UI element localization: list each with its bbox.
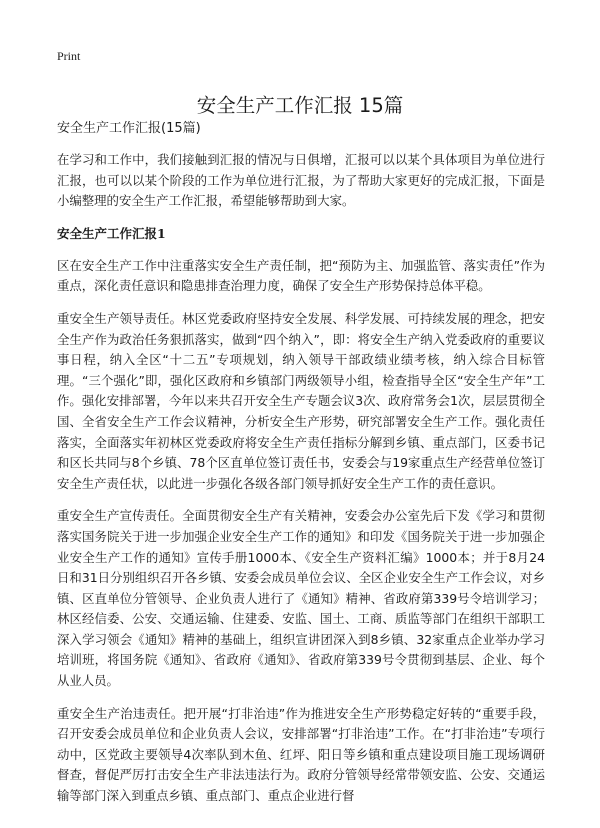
- body-paragraph-1: 区在安全生产工作中注重落实安全生产责任制，把“预防为主、加强监管、落实责任”作为重点，深化责任意识和隐患排查治理力度，确保了安全生产形势保持总体平稳。: [57, 257, 545, 294]
- body-paragraph-3: 重安全生产宣传责任。全面贯彻安全生产有关精神，安委会办公室先后下发《学习和贯彻落实国务院关于进一步加强企业安全生产工作的通知》和印发《国务院关于进一步加强企业安全生产工作的通知》宣传手册1000本、《安全生产资料汇编》1000本；并于8月24日和31日分别组织召开各乡镇、安委会成员单位会议、全区企业安全生产工作会议，对乡镇、区直单位分管领导、企业负责人进行了《通知》精神、省政府第339号令培训学习；林区经信委、公安、交通运输、住建委、安监、国土、工商、质监等部门在组织干部职工深入学习领会《通知》精神的基础上，组织宣讲团深入到8乡镇、32家重点企业举办学习培训班，将国务院《通知》、省政府《通知》、省政府第339号令贯彻到基层、企业、每个从业人员。: [57, 508, 545, 689]
- print-link[interactable]: Print: [57, 49, 81, 63]
- section-heading: 安全生产工作汇报1: [57, 225, 166, 241]
- body-paragraph-4: 重安全生产治违责任。把开展“打非治违”作为推进安全生产形势稳定好转的“重要手段，召开安委会成员单位和企业负责人会议，安排部署“打非治违”工作。在“打非治违”专项行动中，区党政主要领导4次率队到木鱼、红坪、阳日等乡镇和重点建设项目施工现场调研督查，督促严厉打击安全生产非法违法行为。政府分管领导经常带领安监、公安、交通运输等部门深入到重点乡镇、重点部门、重点企业进行督: [57, 705, 545, 804]
- document-title: 安全生产工作汇报 15篇: [196, 94, 404, 118]
- document-subtitle: 安全生产工作汇报(15篇): [57, 121, 201, 136]
- document-body: [57, 150, 545, 819]
- intro-paragraph: 在学习和工作中，我们接触到汇报的情况与日俱增，汇报可以以某个具体项目为单位进行汇报，也可以以某个阶段的工作为单位进行汇报，为了帮助大家更好的完成汇报，下面是小编整理的安全生产工作汇报，希望能够帮助到大家。: [57, 152, 545, 209]
- body-paragraph-2: 重安全生产领导责任。林区党委政府坚持安全发展、科学发展、可持续发展的理念，把安全生产作为政治任务狠抓落实，做到“四个纳入”，即：将安全生产纳入党委政府的重要议事日程，纳入全区“十二五”专项规划，纳入领导干部政绩业绩考核，纳入综合目标管理。“三个强化”即，强化区政府和乡镇部门两级领导小组，检查指导全区“安全生产年”工作。强化安排部署，今年以来共召开安全生产专题会议3次、政府常务会1次，层层贯彻全国、全省安全生产工作会议精神，分析安全生产形势，研究部署安全生产工作。强化责任落实，全面落实年初林区党委政府将安全生产责任指标分解到乡镇、重点部门，区委书记和区长共同与8个乡镇、78个区直单位签订责任书，安委会与19家重点生产经营单位签订安全生产责任状，以此进一步强化各级各部门领导抓好安全生产工作的责任意识。: [57, 310, 545, 491]
